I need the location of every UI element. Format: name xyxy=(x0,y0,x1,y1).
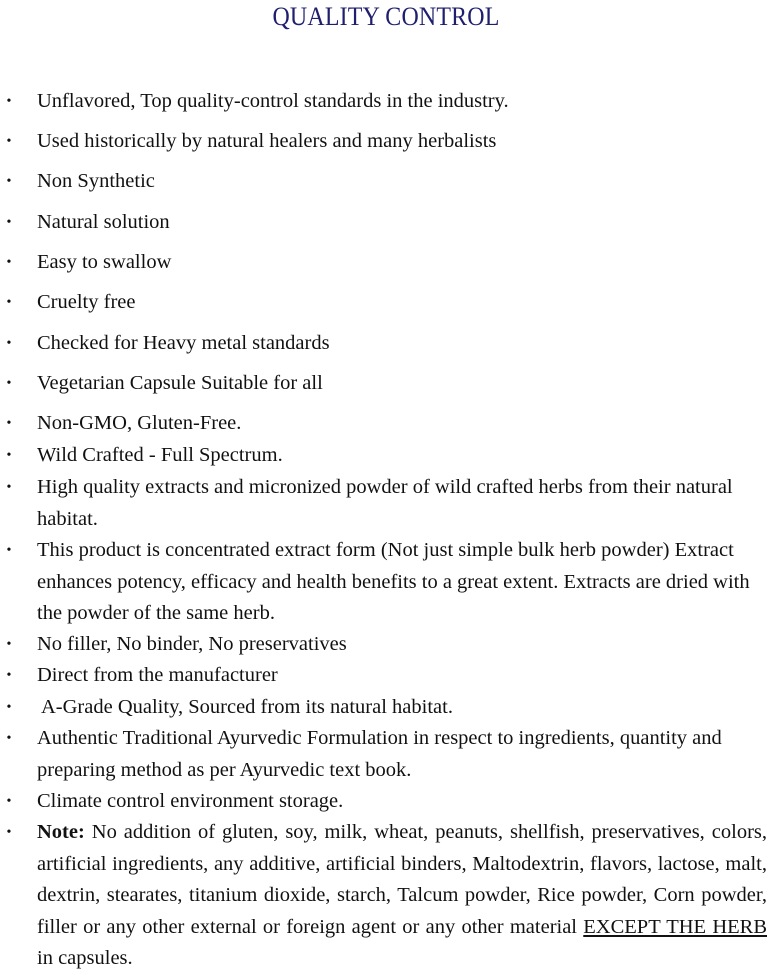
page-title: QUALITY CONTROL xyxy=(272,2,500,31)
list-item xyxy=(0,692,772,724)
bullet-icon: • xyxy=(6,215,12,230)
bullet-icon: • xyxy=(6,134,12,149)
note-body: No addition of gluten, soy, milk, wheat, peanuts, shellfish, preservatives, colors, artificial ingredients, any additive, artificial binders, Maltodextrin, flavors, lactose, malt, dextrin, stearates, titanium dioxide, starch, Talcum powder, Rice powder, Corn powder, filler or any other external or foreign agent or any other material xyxy=(37,821,767,938)
bullet-icon: • xyxy=(6,700,12,715)
list-item-text: Natural solution xyxy=(37,211,170,233)
bullet-icon: • xyxy=(6,794,12,809)
bullet-icon: • xyxy=(6,543,12,558)
list-item xyxy=(0,440,772,472)
list-item-text: A-Grade Quality, Sourced from its natural habitat. xyxy=(37,696,453,718)
list-item xyxy=(0,86,772,118)
note-text xyxy=(37,817,767,975)
bullet-icon: • xyxy=(6,731,12,746)
bullet-icon: • xyxy=(6,295,12,310)
bullet-icon: • xyxy=(6,376,12,391)
list-item xyxy=(0,247,772,279)
note-label: Note: xyxy=(37,821,85,843)
list-item xyxy=(0,408,772,440)
list-item xyxy=(0,328,772,360)
bullet-icon: • xyxy=(6,637,12,652)
list-item-text: Used historically by natural healers and many herbalists xyxy=(37,130,497,152)
note-emphasis: EXCEPT THE HERB xyxy=(583,915,767,938)
list-item-text: Vegetarian Capsule Suitable for all xyxy=(37,372,323,394)
list-item-text: Direct from the manufacturer xyxy=(37,664,278,686)
bullet-icon: • xyxy=(6,480,12,495)
list-item-text: No filler, No binder, No preservatives xyxy=(37,633,347,655)
bullet-icon: • xyxy=(6,668,12,683)
list-item xyxy=(0,660,772,692)
list-item xyxy=(0,786,772,818)
list-item-text: This product is concentrated extract form (Not just simple bulk herb powder) Extract enhances potency, efficacy and health benefits to a great extent. Extracts are dried with the powder of the same herb. xyxy=(37,539,750,624)
list-item xyxy=(0,629,772,661)
list-item xyxy=(0,368,772,400)
list-item-text: Cruelty free xyxy=(37,291,136,313)
bullet-icon: • xyxy=(6,448,12,463)
note-item xyxy=(0,817,772,975)
list-item-text: Wild Crafted - Full Spectrum. xyxy=(37,444,283,466)
list-item-text: High quality extracts and micronized powder of wild crafted herbs from their natural habitat. xyxy=(37,476,733,530)
list-item-text: Authentic Traditional Ayurvedic Formulation in respect to ingredients, quantity and preparing method as per Ayurvedic text book. xyxy=(37,727,722,781)
list-item xyxy=(0,126,772,158)
list-item-text: Checked for Heavy metal standards xyxy=(37,332,330,354)
list-item-text: Non-GMO, Gluten-Free. xyxy=(37,412,242,434)
bullet-icon: • xyxy=(6,255,12,270)
list-item xyxy=(0,166,772,198)
bullet-icon: • xyxy=(6,174,12,189)
note-suffix: in capsules. xyxy=(37,947,133,969)
list-item-text: Unflavored, Top quality-control standards in the industry. xyxy=(37,90,509,112)
bullet-icon: • xyxy=(6,416,12,431)
bullet-icon: • xyxy=(6,336,12,351)
list-item xyxy=(0,723,772,786)
list-item xyxy=(0,207,772,239)
list-item xyxy=(0,535,772,630)
list-item-text: Non Synthetic xyxy=(37,170,155,192)
bullet-icon: • xyxy=(6,825,12,840)
list-item xyxy=(0,287,772,319)
list-item xyxy=(0,472,772,535)
bullet-icon: • xyxy=(6,94,12,109)
list-item-text: Climate control environment storage. xyxy=(37,790,344,812)
list-item-text: Easy to swallow xyxy=(37,251,172,273)
